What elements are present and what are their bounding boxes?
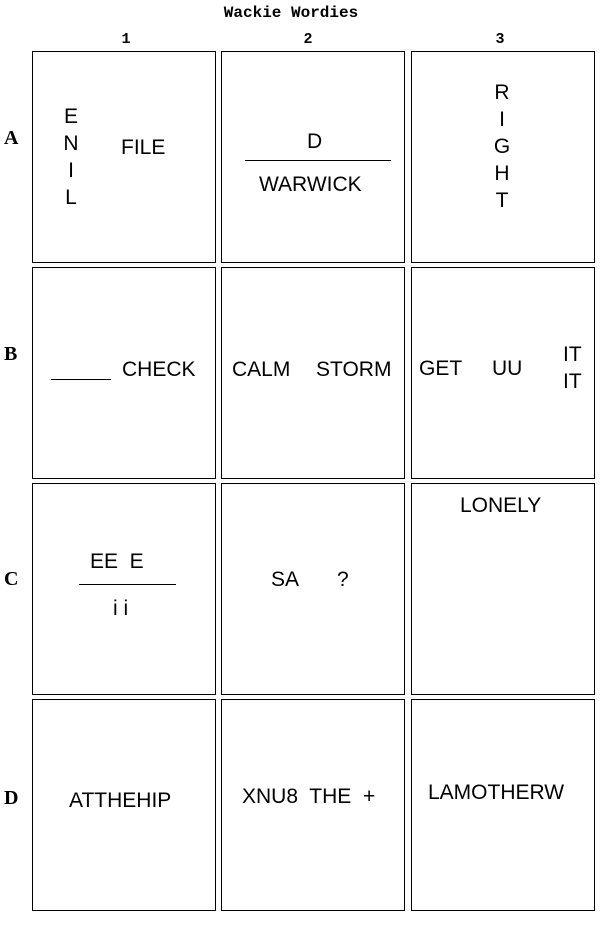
vertical-word: E N I L <box>63 105 79 209</box>
column-header-1: 1 <box>121 31 131 48</box>
cell-text: FILE <box>121 136 166 159</box>
puzzle-cell-a3[interactable] <box>411 51 595 263</box>
cell-text-uu: UU <box>492 357 523 380</box>
row-header-b: B <box>4 343 18 365</box>
cell-text: LAMOTHERW <box>428 781 565 804</box>
puzzle-cell-c2[interactable] <box>221 483 405 695</box>
cell-text-it-bottom: IT <box>563 370 582 393</box>
cell-text-left: SA <box>271 568 300 591</box>
cell-text-left: CALM <box>232 358 291 381</box>
fraction-line <box>245 160 391 161</box>
cell-text: ATTHEHIP <box>69 789 172 812</box>
column-header-2: 2 <box>303 31 313 48</box>
puzzle-cell-c1[interactable] <box>32 483 216 695</box>
cell-text: CHECK <box>122 358 196 381</box>
puzzle-title: Wackie Wordies <box>223 4 359 22</box>
puzzle-cell-d1[interactable] <box>32 699 216 911</box>
cell-text-bottom: i i <box>113 597 129 620</box>
puzzle-cell-d2[interactable] <box>221 699 405 911</box>
row-header-c: C <box>4 568 19 590</box>
blank-line <box>51 379 111 380</box>
cell-text: XNU8 THE + <box>242 785 376 808</box>
puzzle-cell-d3[interactable] <box>411 699 595 911</box>
puzzle-cell-a1[interactable] <box>32 51 216 263</box>
puzzle-cell-c3[interactable] <box>411 483 595 695</box>
cell-text-top: EE E <box>90 550 144 573</box>
cell-text-right: STORM <box>316 358 392 381</box>
puzzle-cell-b2[interactable] <box>221 267 405 479</box>
cell-text-get: GET <box>419 357 463 380</box>
cell-text-top: D <box>307 130 323 153</box>
cell-text-right: ? <box>337 568 349 591</box>
puzzle-cell-b1[interactable] <box>32 267 216 479</box>
fraction-line <box>79 584 176 585</box>
cell-text-it-top: IT <box>563 343 582 366</box>
row-header-a: A <box>4 127 19 149</box>
vertical-word: R I G H T <box>493 81 511 212</box>
column-header-3: 3 <box>495 31 505 48</box>
cell-text-bottom: WARWICK <box>259 173 362 196</box>
cell-text: LONELY <box>460 494 542 517</box>
puzzle-cell-a2[interactable] <box>221 51 405 263</box>
puzzle-cell-b3[interactable] <box>411 267 595 479</box>
row-header-d: D <box>4 787 19 809</box>
